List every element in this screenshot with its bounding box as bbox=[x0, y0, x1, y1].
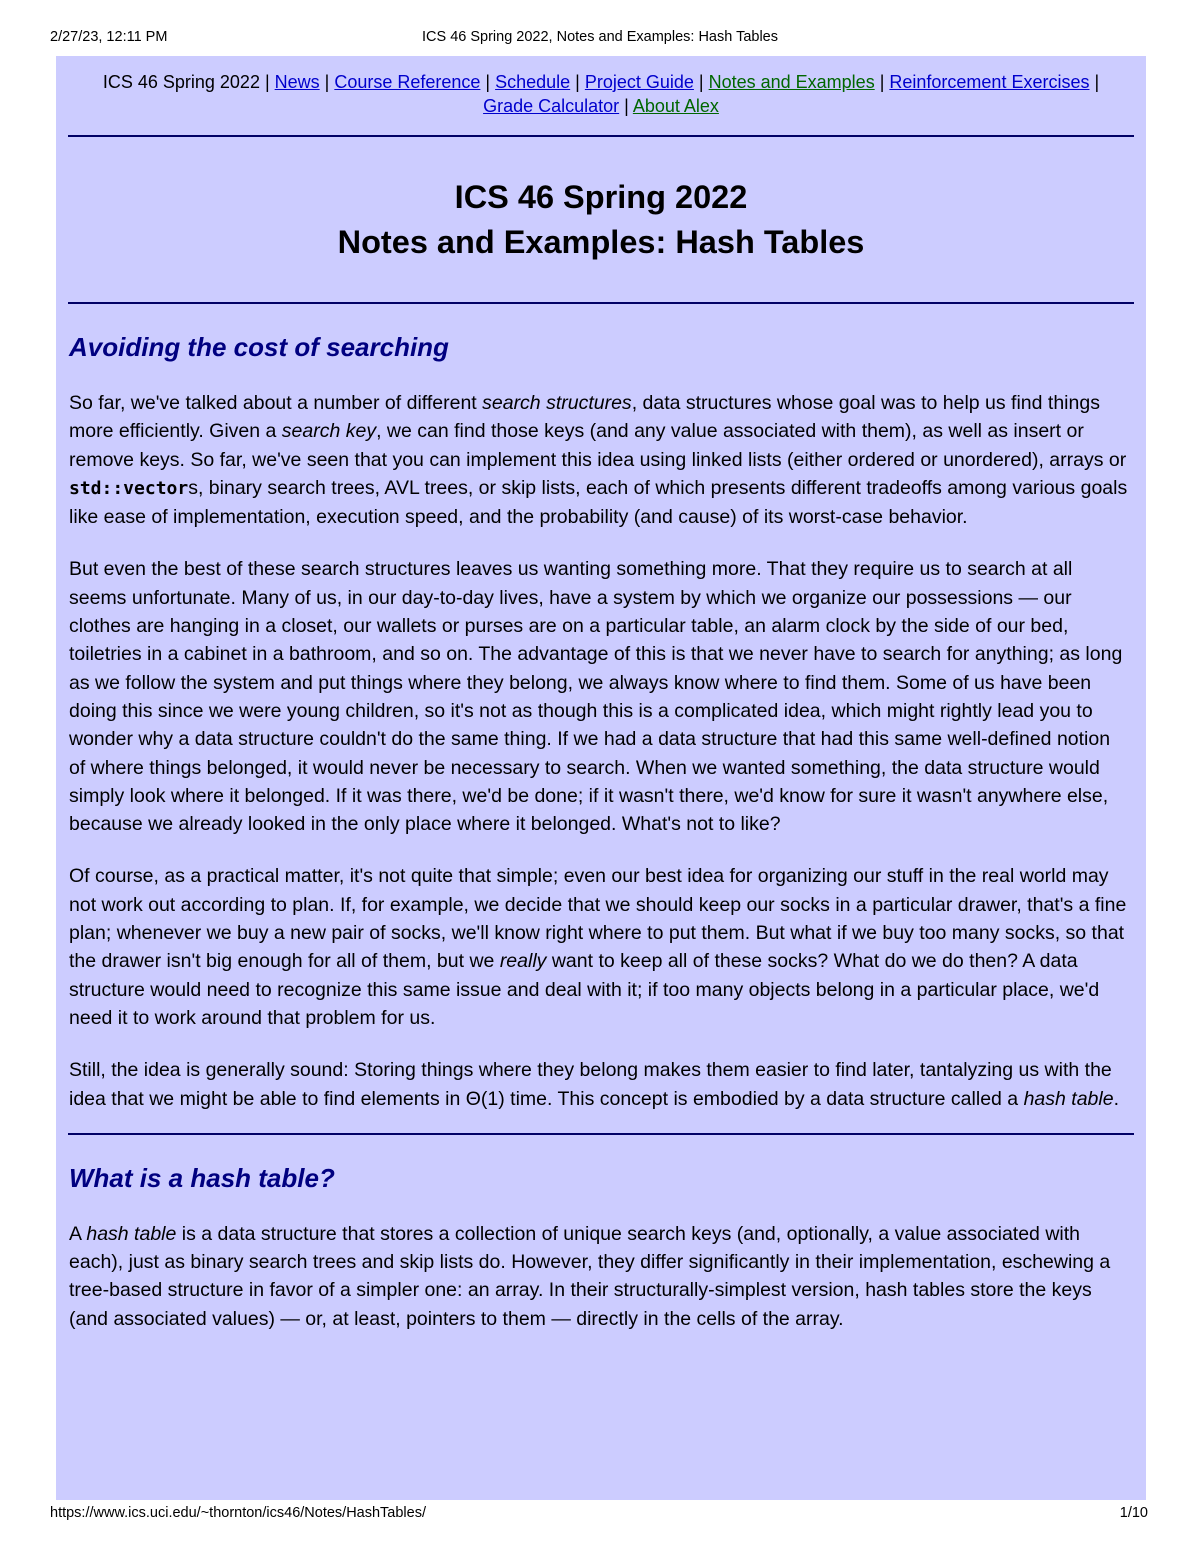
nav-link-project-guide[interactable]: Project Guide bbox=[584, 72, 694, 92]
text-run: A bbox=[69, 1222, 87, 1245]
text-run: So far, we've talked about a number of different bbox=[69, 392, 483, 414]
paragraph bbox=[69, 389, 1134, 531]
page-title bbox=[68, 137, 1134, 302]
print-header bbox=[0, 29, 1200, 49]
divider bbox=[68, 1133, 1134, 1135]
print-date: 2/27/23, 12:11 PM bbox=[50, 29, 168, 45]
page-content bbox=[56, 56, 1146, 1500]
nav-link-schedule[interactable]: Schedule bbox=[495, 72, 571, 92]
text-run: , data structures whose goal was to help us find things more efficiently. Given a bbox=[69, 392, 1100, 443]
text-run: Of course, as a practical matter, it's not quite that simple; even our best idea for organizing our stuff in the real world may not work out according to plan. If, for example, we decide that we should keep our socks in a particular drawer, that's a fine plan; whenever we buy a new pair of socks, we'll know right where to put them. But what if we buy too many socks, so that the drawer isn't big enough for all of them, but we bbox=[69, 865, 1127, 973]
paragraph bbox=[69, 555, 1134, 838]
text-run: is a data structure that stores a collection of unique search keys (and, optionally, a value associated with each), just as binary search trees and skip lists do. However, they differ significantly in their implementation, eschewing a tree-based structure in favor of a simpler one: an array. In their structurally-simplest version, hash tables store the keys (and associated values) — or, at least, pointers to them — directly in the cells of the array. bbox=[69, 1222, 1111, 1330]
page-title-topic: Notes and Examples: Hash Tables bbox=[337, 224, 865, 260]
print-doc-title: ICS 46 Spring 2022, Notes and Examples: Hash Tables bbox=[422, 29, 778, 45]
nav-link-about-alex[interactable]: About Alex bbox=[632, 96, 719, 116]
course-nav: ICS 46 Spring 2022 | News | Course Reference | Schedule | Project Guide | Notes and Examples | Reinforcement Exercises | Grade Calculator | About Alex bbox=[102, 72, 1100, 116]
text-run: But even the best of these search structures leaves us wanting something more. That they require us to search at all seems unfortunate. Many of us, in our day-to-day lives, have a system by which we organize our possessions — our clothes are hanging in a closet, our wallets or purses are on a particular table, an alarm clock by the side of our bed, toiletries in a cabinet in a bathroom, and so on. The advantage of this is that we never have to search for anything; as long as we follow the system and put things where they belong, we always know where to find them. Some of us have been doing this since we were young children, so it's not as though this is a complicated idea, which might rightly lead you to wonder why a data structure couldn't do the same thing. If we had a data structure that had this same well-defined notion of where things belonged, it would never be necessary to search. When we wanted something, the data structure would simply look where it belonged. If it was there, we'd be done; if it wasn't there, we'd know for sure it wasn't anywhere else, because we already looked in the only place where it belonged. What's not to like? bbox=[69, 558, 1123, 836]
print-footer bbox=[0, 1505, 1200, 1525]
paragraph bbox=[69, 1220, 1134, 1333]
paragraph bbox=[69, 1056, 1134, 1113]
emphasis: hash table bbox=[86, 1222, 177, 1245]
nav-link-news[interactable]: News bbox=[274, 72, 320, 92]
nav-link-course-reference[interactable]: Course Reference bbox=[334, 72, 481, 92]
emphasis: search structures bbox=[482, 392, 632, 414]
nav-link-notes-and-examples[interactable]: Notes and Examples bbox=[708, 72, 875, 92]
inline-code: std::vector bbox=[69, 477, 189, 499]
text-run: want to keep all of these socks? What do we do then? A data structure would need to recognize this same issue and deal with it; if too many objects belong in a particular place, we'd need it to work around that problem for us. bbox=[69, 950, 1100, 1029]
text-run: Still, the idea is generally sound: Storing things where they belong makes them easier to find later, tantalyzing us with the idea that we might be able to find elements in Θ(1) time. This concept is embodied by a data structure called a bbox=[69, 1059, 1112, 1110]
divider bbox=[68, 302, 1134, 304]
page-title-course: ICS 46 Spring 2022 bbox=[454, 179, 748, 215]
paragraph bbox=[69, 862, 1134, 1032]
section-heading-what-is-hash-table: What is a hash table? bbox=[69, 1162, 335, 1193]
emphasis: really bbox=[499, 950, 547, 973]
print-url: https://www.ics.uci.edu/~thornton/ics46/Notes/HashTables/ bbox=[50, 1505, 426, 1521]
nav-link-reinforcement-exercises[interactable]: Reinforcement Exercises bbox=[889, 72, 1090, 92]
section-heading-avoiding-cost: Avoiding the cost of searching bbox=[69, 332, 449, 362]
page-number: 1/10 bbox=[1119, 1505, 1148, 1521]
nav-link-grade-calculator[interactable]: Grade Calculator bbox=[483, 96, 620, 116]
text-run: . bbox=[1113, 1087, 1119, 1110]
emphasis: hash table bbox=[1023, 1087, 1114, 1110]
text-run: , we can find those keys (and any value associated with them), as well as insert or remove keys. So far, we've seen that you can implement this idea using linked lists (either ordered or unordered), arrays or bbox=[69, 420, 1127, 471]
nav-course-label: ICS 46 Spring 2022 bbox=[102, 72, 260, 92]
text-run: s, binary search trees, AVL trees, or skip lists, each of which presents different tradeoffs among various goals like ease of implementation, execution speed, and the probability (and cause) of its worst-case behavior. bbox=[69, 476, 1128, 529]
emphasis: search key bbox=[281, 420, 377, 443]
